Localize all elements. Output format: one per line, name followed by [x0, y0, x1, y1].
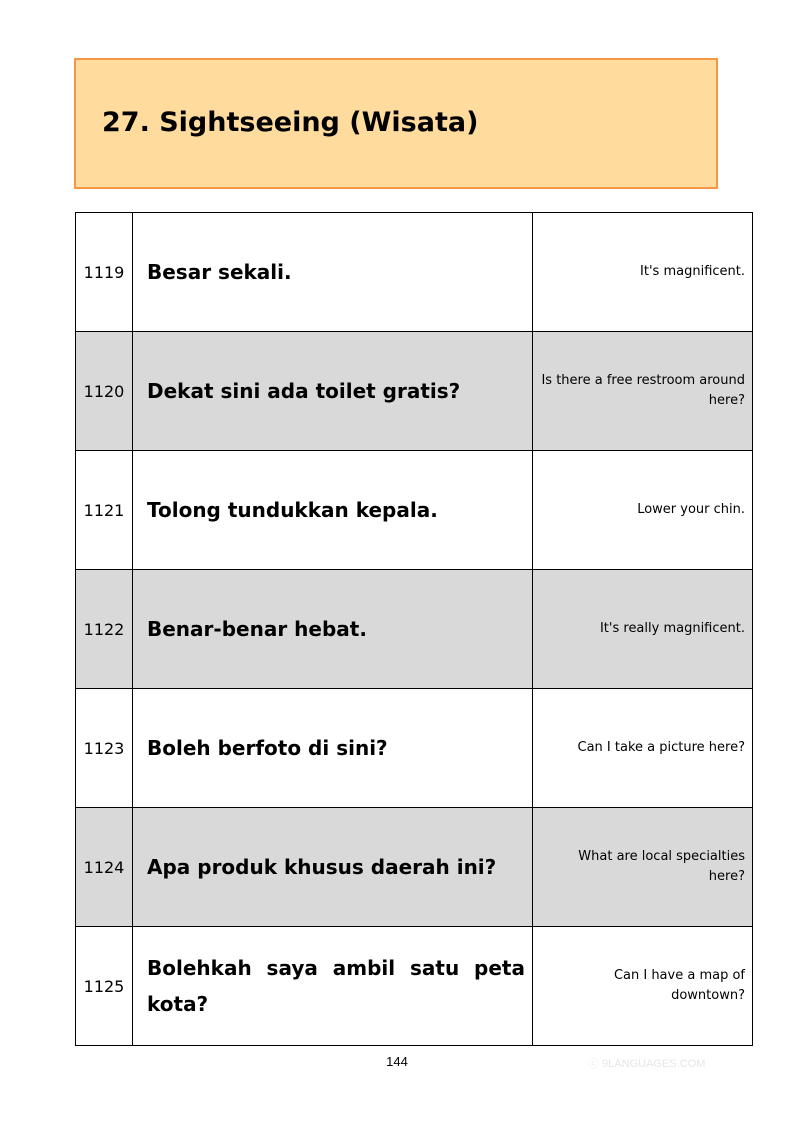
phrase-number: 1123 — [76, 689, 133, 808]
phrase-translation: What are local specialties here? — [533, 808, 753, 927]
table-row — [76, 689, 753, 808]
phrase-translation: It's magnificent. — [533, 213, 753, 332]
phrase-text: Bolehkah saya ambil satu peta kota? — [133, 927, 533, 1046]
phrase-number: 1122 — [76, 570, 133, 689]
phrase-text: Tolong tundukkan kepala. — [133, 451, 533, 570]
section-title: 27. Sightseeing (Wisata) — [102, 107, 479, 138]
page-number: 144 — [386, 1054, 408, 1069]
phrase-number: 1121 — [76, 451, 133, 570]
phrase-number: 1125 — [76, 927, 133, 1046]
table-row — [76, 570, 753, 689]
table-row — [76, 927, 753, 1046]
phrase-text: Benar-benar hebat. — [133, 570, 533, 689]
phrase-number: 1124 — [76, 808, 133, 927]
phrase-text: Dekat sini ada toilet gratis? — [133, 332, 533, 451]
phrase-translation: Can I have a map of downtown? — [533, 927, 753, 1046]
phrase-number: 1119 — [76, 213, 133, 332]
phrase-translation: It's really magnificent. — [533, 570, 753, 689]
section-header — [74, 58, 718, 189]
watermark-brand: ⓒ 9LANGUAGES.COM — [588, 1058, 706, 1070]
phrase-text: Apa produk khusus daerah ini? — [133, 808, 533, 927]
phrase-translation: Is there a free restroom around here? — [533, 332, 753, 451]
phrase-translation: Can I take a picture here? — [533, 689, 753, 808]
table-row — [76, 808, 753, 927]
phrase-number: 1120 — [76, 332, 133, 451]
table-row — [76, 213, 753, 332]
phrase-translation: Lower your chin. — [533, 451, 753, 570]
phrase-table — [75, 212, 753, 1046]
table-row — [76, 332, 753, 451]
table-row — [76, 451, 753, 570]
phrase-text: Besar sekali. — [133, 213, 533, 332]
phrase-text: Boleh berfoto di sini? — [133, 689, 533, 808]
